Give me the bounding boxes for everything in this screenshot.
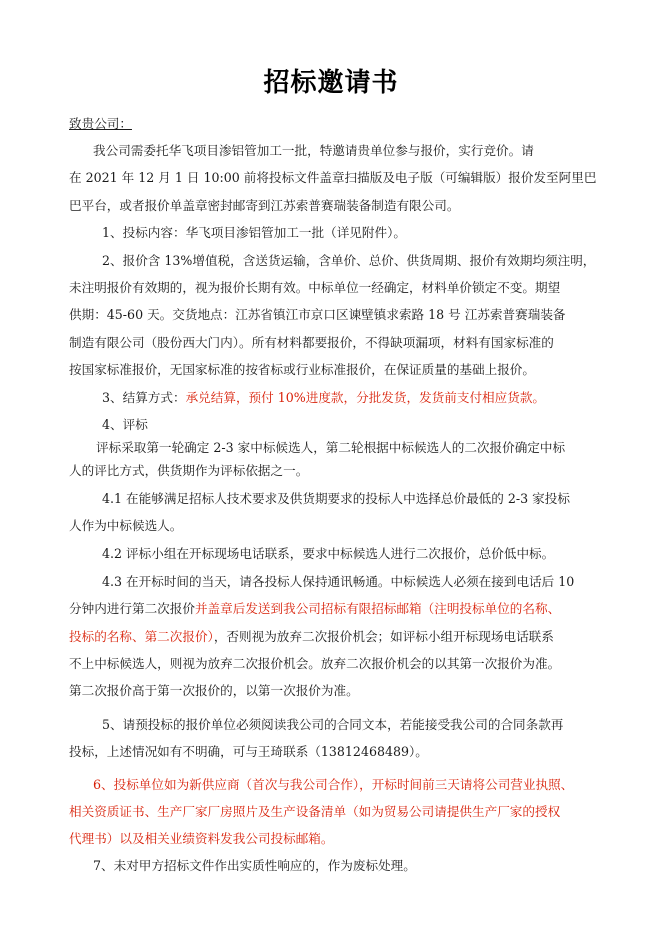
item7: 7、未对甲方招标文件作出实质性响应的，作为废标处理。	[93, 858, 416, 873]
item4-3-red-text-2: 投标的名称、第二次报价）	[69, 629, 214, 644]
item4-3-line-2	[69, 601, 595, 617]
item4-p1-line-1: 评标采取第一轮确定 2-3 家中标候选人，第二轮根据中标候选人的二次报价确定中标	[96, 440, 566, 455]
intro-line-2: 在 2021 年 12 月 1 日 10:00 前将投标文件盖章扫描版及电子版（可编辑版）报价发至阿里巴	[69, 170, 597, 185]
item2-line-4: 制造有限公司（股份西大门内）。所有材料都要报价，不得缺项漏项，材料有国家标准的	[69, 335, 554, 350]
item4-3-line-1: 4.3 在开标时间的当天，请各投标人保持通讯畅通。中标候选人必须在接到电话后 10	[102, 574, 575, 589]
item6-line-2: 相关资质证书、生产厂家厂房照片及生产设备清单（如为贸易公司请提供生产厂家的授权	[69, 804, 561, 819]
item2-line-1: 2、报价含 13%增值税，含送货运输，含单价、总价、供货周期、报价有效期均须注明，	[102, 253, 596, 268]
intro-line-1: 我公司需委托华飞项目渗铝管加工一批，特邀请贵单位参与报价，实行竞价。请	[93, 143, 534, 158]
salutation: 致贵公司：	[69, 116, 132, 131]
item4-3-line-4: 不上中标候选人，则视为放弃二次报价机会。放弃二次报价机会的以其第一次报价为准。	[69, 656, 561, 671]
item2-line-5: 按国家标准报价，无国家标准的按省标或行业标准报价，在保证质量的基础上报价。	[69, 362, 535, 377]
item4-2: 4.2 评标小组在开标现场电话联系，要求中标候选人进行二次报价，总价低中标。	[102, 546, 555, 561]
item3-label: 3、结算方式：	[102, 390, 186, 405]
item4-3-text: 分钟内进行第二次报价	[69, 601, 195, 616]
item4-p1-line-2: 人的评比方式，供货期作为评标依据之一。	[69, 463, 309, 478]
item4-heading: 4、评标	[102, 417, 148, 432]
item4-1-line-2: 人作为中标候选人。	[69, 518, 183, 533]
item2-line-2: 未注明报价有效期的，视为报价长期有效。中标单位一经确定，材料单价锁定不变。期望	[69, 280, 561, 295]
item4-3-red-text: 并盖章后发送到我公司招标有限招标邮箱（注明投标单位的名称、	[194, 601, 561, 616]
item1: 1、投标内容：华飞项目渗铝管加工一批（详见附件）。	[102, 225, 406, 240]
item6-line-1: 6、投标单位如为新供应商（首次与我公司合作），开标时间前三天请将公司营业执照、	[93, 777, 574, 792]
item6-line-3: 代理书）以及相关业绩资料发我公司投标邮箱。	[69, 831, 334, 846]
doc-title: 招标邀请书	[263, 68, 399, 98]
item4-3-line-3	[69, 629, 595, 645]
item2-line-3: 供期：45-60 天。交货地点：江苏省镇江市京口区谏壁镇求索路 18 号 江苏索普赛瑞装备	[69, 307, 566, 322]
item5-line-2: 投标，上述情况如有不明确，可与王琦联系（13812468489）。	[69, 744, 428, 759]
item4-3-text-2: ，否则视为放弃二次报价机会；如评标小组开标现场电话联系	[213, 629, 554, 644]
item3	[102, 390, 628, 406]
item4-1-line-1: 4.1 在能够满足招标人技术要求及供货期要求的投标人中选择总价最低的 2-3 家投标	[102, 491, 570, 506]
item4-3-line-5: 第二次报价高于第一次报价的，以第一次报价为准。	[69, 683, 359, 698]
item3-settlement: 承兑结算，预付 10%进度款，分批发货，发货前支付相应货款。	[185, 390, 546, 405]
intro-line-3: 巴平台，或者报价单盖章密封邮寄到江苏索普赛瑞装备制造有限公司。	[69, 198, 460, 213]
item5-line-1: 5、请预投标的报价单位必须阅读我公司的合同文本，若能接受我公司的合同条款再	[102, 717, 564, 732]
